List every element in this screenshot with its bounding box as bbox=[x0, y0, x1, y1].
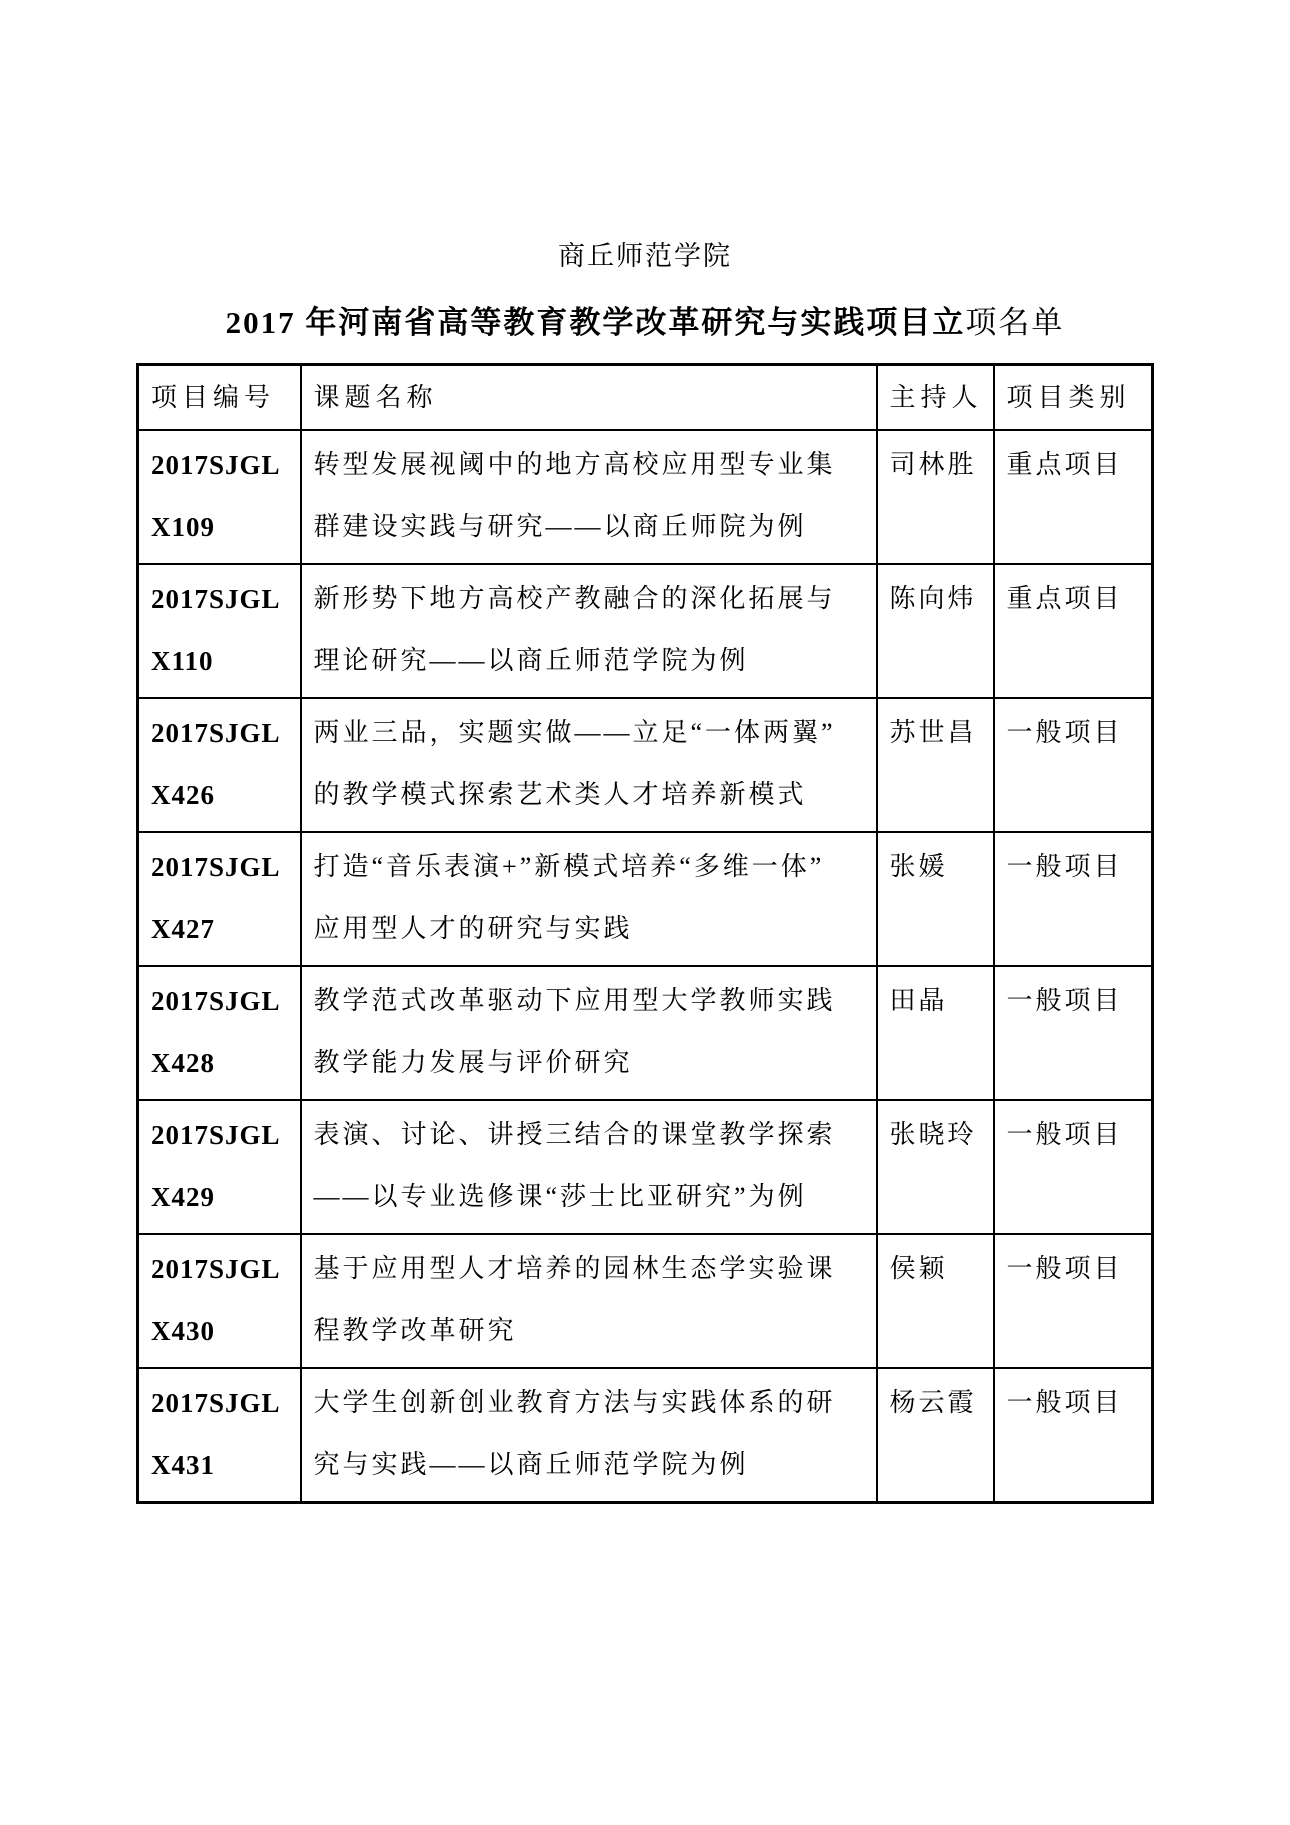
project-title-line1: 大学生创新创业教育方法与实践体系的研 bbox=[313, 1388, 836, 1417]
project-category: 一般项目 bbox=[1006, 1388, 1123, 1417]
project-title-line2: ——以专业选修课“莎士比亚研究”为例 bbox=[313, 1182, 807, 1211]
page-title: 商丘师范学院 bbox=[558, 241, 732, 271]
project-title-line1: 两业三品，实题实做——立足“一体两翼” bbox=[313, 718, 836, 747]
table-row bbox=[138, 430, 1153, 564]
table-row bbox=[138, 966, 1153, 1100]
project-leader-cell bbox=[877, 698, 994, 832]
project-title-line1: 表演、讨论、讲授三结合的课堂教学探索 bbox=[313, 1120, 836, 1149]
project-title-line1: 教学范式改革驱动下应用型大学教师实践 bbox=[313, 986, 836, 1015]
project-code-line2: X110 bbox=[151, 646, 214, 676]
project-code-line1: 2017SJGL bbox=[151, 1120, 281, 1150]
project-category: 一般项目 bbox=[1006, 852, 1123, 881]
project-code-line2: X427 bbox=[151, 914, 215, 944]
project-category-cell bbox=[994, 966, 1153, 1100]
project-leader-cell bbox=[877, 564, 994, 698]
project-category-cell bbox=[994, 430, 1153, 564]
project-category-cell bbox=[994, 564, 1153, 698]
project-category-cell bbox=[994, 1368, 1153, 1503]
project-code-cell bbox=[138, 1234, 301, 1368]
project-code-line2: X431 bbox=[151, 1450, 215, 1480]
project-code-cell bbox=[138, 832, 301, 966]
table-row bbox=[138, 564, 1153, 698]
project-category: 重点项目 bbox=[1006, 584, 1123, 613]
table-header bbox=[138, 365, 1153, 431]
project-title-cell bbox=[301, 1368, 877, 1503]
project-leader-cell bbox=[877, 966, 994, 1100]
project-title-cell bbox=[301, 430, 877, 564]
project-leader: 苏世昌 bbox=[889, 718, 977, 747]
header-row bbox=[138, 365, 1153, 431]
project-code-line2: X109 bbox=[151, 512, 215, 542]
project-leader-cell bbox=[877, 832, 994, 966]
project-leader: 司林胜 bbox=[889, 450, 977, 479]
project-title-line2: 理论研究——以商丘师范学院为例 bbox=[313, 646, 749, 675]
project-title-line2: 的教学模式探索艺术类人才培养新模式 bbox=[313, 780, 807, 809]
header-cell-leader: 主持人 bbox=[877, 365, 994, 431]
project-leader: 陈向炜 bbox=[889, 584, 977, 613]
projects-table bbox=[136, 363, 1154, 1504]
project-code-cell bbox=[138, 1368, 301, 1503]
project-category: 一般项目 bbox=[1006, 1120, 1123, 1149]
project-leader: 杨云霞 bbox=[889, 1388, 977, 1417]
project-code-cell bbox=[138, 430, 301, 564]
project-leader: 侯颖 bbox=[889, 1254, 948, 1283]
project-code-line1: 2017SJGL bbox=[151, 852, 281, 882]
table-row bbox=[138, 1234, 1153, 1368]
project-code-line1: 2017SJGL bbox=[151, 1388, 281, 1418]
project-category-cell bbox=[994, 832, 1153, 966]
project-title-line1: 转型发展视阈中的地方高校应用型专业集 bbox=[313, 450, 836, 479]
project-title-line2: 究与实践——以商丘师范学院为例 bbox=[313, 1450, 749, 1479]
project-title-line2: 群建设实践与研究——以商丘师院为例 bbox=[313, 512, 807, 541]
project-leader-cell bbox=[877, 1368, 994, 1503]
header-cell-title: 课题名称 bbox=[301, 365, 877, 431]
project-leader: 张晓玲 bbox=[889, 1120, 977, 1149]
project-title-line1: 新形势下地方高校产教融合的深化拓展与 bbox=[313, 584, 836, 613]
project-code-cell bbox=[138, 1100, 301, 1234]
project-title-cell bbox=[301, 966, 877, 1100]
project-title-cell bbox=[301, 1234, 877, 1368]
project-leader-cell bbox=[877, 1234, 994, 1368]
project-leader-cell bbox=[877, 1100, 994, 1234]
table-body bbox=[138, 430, 1153, 1503]
table-row bbox=[138, 1368, 1153, 1503]
project-category: 一般项目 bbox=[1006, 1254, 1123, 1283]
project-category-cell bbox=[994, 1234, 1153, 1368]
project-title-line1: 基于应用型人才培养的园林生态学实验课 bbox=[313, 1254, 836, 1283]
project-code-line2: X426 bbox=[151, 780, 215, 810]
project-code-line1: 2017SJGL bbox=[151, 718, 281, 748]
table-row bbox=[138, 832, 1153, 966]
project-category-cell bbox=[994, 1100, 1153, 1234]
header-cell-code: 项目编号 bbox=[138, 365, 301, 431]
project-code-cell bbox=[138, 564, 301, 698]
project-title-cell bbox=[301, 698, 877, 832]
project-code-line1: 2017SJGL bbox=[151, 986, 281, 1016]
project-title-cell bbox=[301, 564, 877, 698]
project-code-line1: 2017SJGL bbox=[151, 584, 281, 614]
project-code-cell bbox=[138, 966, 301, 1100]
project-category: 一般项目 bbox=[1006, 986, 1123, 1015]
project-leader: 田晶 bbox=[889, 986, 948, 1015]
project-code-line2: X430 bbox=[151, 1316, 215, 1346]
project-title-cell bbox=[301, 832, 877, 966]
doc-subtitle-regular: 项名单 bbox=[965, 305, 1065, 340]
project-title-line2: 教学能力发展与评价研究 bbox=[313, 1048, 633, 1077]
project-leader: 张媛 bbox=[889, 852, 948, 881]
doc-subtitle-bold: 2017 年河南省高等教育教学改革研究与实践项目立 bbox=[225, 305, 966, 340]
project-code-line2: X429 bbox=[151, 1182, 215, 1212]
project-code-cell bbox=[138, 698, 301, 832]
header-cell-category: 项目类别 bbox=[994, 365, 1153, 431]
table-row bbox=[138, 1100, 1153, 1234]
project-category: 重点项目 bbox=[1006, 450, 1123, 479]
project-code-line2: X428 bbox=[151, 1048, 215, 1078]
project-leader-cell bbox=[877, 430, 994, 564]
table-row bbox=[138, 698, 1153, 832]
project-category-cell bbox=[994, 698, 1153, 832]
project-category: 一般项目 bbox=[1006, 718, 1123, 747]
project-title-cell bbox=[301, 1100, 877, 1234]
project-code-line1: 2017SJGL bbox=[151, 1254, 281, 1284]
project-title-line2: 程教学改革研究 bbox=[313, 1316, 517, 1345]
project-title-line1: 打造“音乐表演+”新模式培养“多维一体” bbox=[313, 852, 825, 881]
project-title-line2: 应用型人才的研究与实践 bbox=[313, 914, 633, 943]
project-code-line1: 2017SJGL bbox=[151, 450, 281, 480]
doc-subtitle bbox=[0, 304, 1290, 342]
